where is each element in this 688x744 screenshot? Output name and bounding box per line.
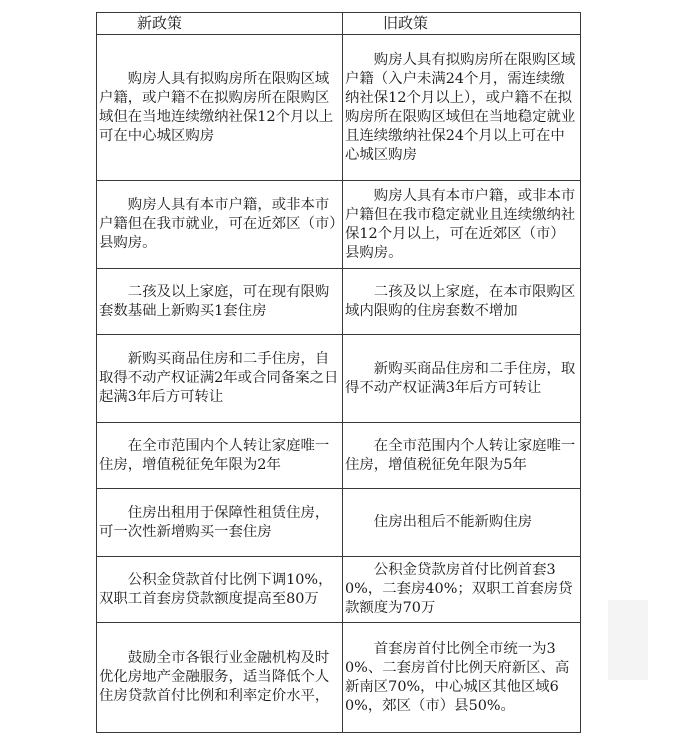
- table-row: [97, 269, 581, 335]
- table-row: [97, 335, 581, 423]
- old-policy-cell: 住房出租后不能新购住房: [343, 489, 581, 557]
- old-policy-cell: 新购买商品住房和二手住房，取得不动产权证满3年后方可转让: [343, 335, 581, 423]
- table-row: [97, 557, 581, 623]
- old-policy-cell: 首套房首付比例全市统一为30%、二套房首付比例天府新区、高新南区70%，中心城区其他区域60%，郊区（市）县50%。: [343, 623, 581, 733]
- new-policy-cell: 购房人具有本市户籍，或非本市户籍但在我市就业，可在近郊区（市）县购房。: [97, 181, 343, 269]
- old-policy-cell: 购房人具有本市户籍，或非本市户籍但在我市稳定就业且连续缴纳社保12个月以上，可在近郊区（市）县购房。: [343, 181, 581, 269]
- table-row: [97, 489, 581, 557]
- new-policy-cell: 购房人具有拟购房所在限购区域户籍，或户籍不在拟购房所在限购区域但在当地连续缴纳社保12个月以上可在中心城区购房: [97, 35, 343, 181]
- new-policy-cell: 在全市范围内个人转让家庭唯一住房，增值税征免年限为2年: [97, 423, 343, 489]
- policy-table: [96, 12, 581, 733]
- policy-comparison: [96, 12, 580, 733]
- header-new-policy: 新政策: [97, 13, 343, 35]
- old-policy-cell: 公积金贷款房首付比例首套30%，二套房40%；双职工首套房贷款额度为70万: [343, 557, 581, 623]
- new-policy-cell: 住房出租用于保障性租赁住房，可一次性新增购买一套住房: [97, 489, 343, 557]
- table-row: [97, 623, 581, 733]
- old-policy-cell: 购房人具有拟购房所在限购区域户籍（入户未满24个月，需连续缴纳社保12个月以上），或户籍不在拟购房所在限购区域但在当地稳定就业且连续缴纳社保24个月以上可在中心城区购房: [343, 35, 581, 181]
- old-policy-cell: 在全市范围内个人转让家庭唯一住房，增值税征免年限为5年: [343, 423, 581, 489]
- header-old-policy: 旧政策: [343, 13, 581, 35]
- table-row: [97, 423, 581, 489]
- new-policy-cell: 公积金贷款首付比例下调10%，双职工首套房贷款额度提高至80万: [97, 557, 343, 623]
- table-row: [97, 35, 581, 181]
- table-row: [97, 181, 581, 269]
- new-policy-cell: 鼓励全市各银行业金融机构及时优化房地产金融服务，适当降低个人住房贷款首付比例和利率定价水平，: [97, 623, 343, 733]
- new-policy-cell: 二孩及以上家庭，可在现有限购套数基础上新购买1套住房: [97, 269, 343, 335]
- background-shade: [608, 600, 648, 680]
- header-row: [97, 13, 581, 35]
- old-policy-cell: 二孩及以上家庭，在本市限购区域内限购的住房套数不增加: [343, 269, 581, 335]
- new-policy-cell: 新购买商品住房和二手住房，自取得不动产权证满2年或合同备案之日起满3年后方可转让: [97, 335, 343, 423]
